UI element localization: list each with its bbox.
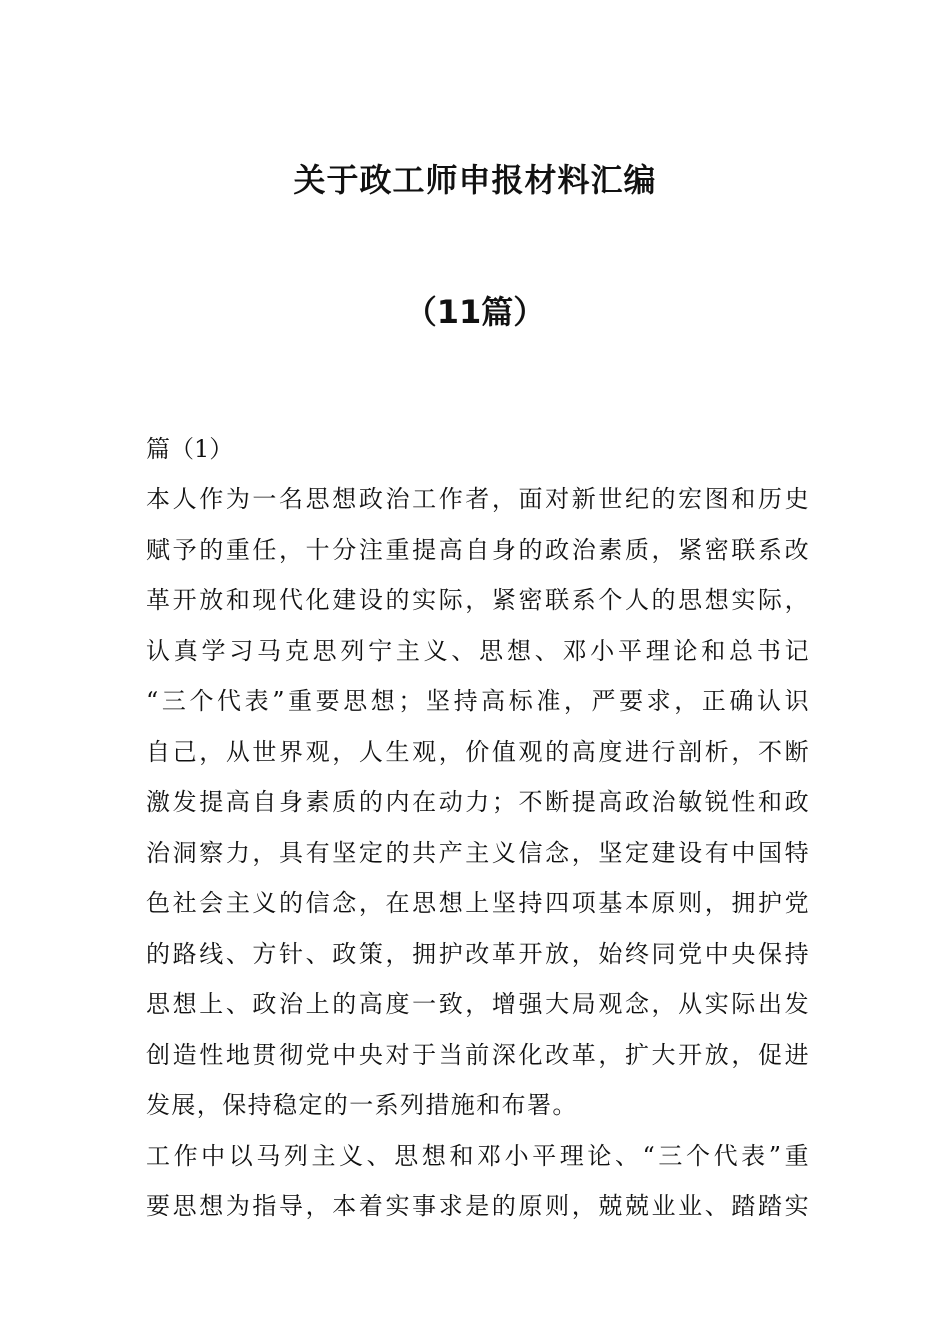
paragraph-line: 本人作为一名思想政治工作者，面对新世纪的宏图和历史 (146, 485, 810, 513)
paragraph-line: 赋予的重任，十分注重提高自身的政治素质，紧密联系改 (146, 535, 810, 564)
paragraph-line: 要思想为指导，本着实事求是的原则，兢兢业业、踏踏实 (146, 1192, 810, 1220)
paragraph-line: 自己，从世界观，人生观，价值观的高度进行剖析，不断 (146, 737, 810, 766)
paragraph-line: 认真学习马克思列宁主义、思想、邓小平理论和总书记 (146, 636, 810, 665)
paragraph-line: 治洞察力，具有坚定的共产主义信念，坚定建设有中国特 (146, 838, 810, 867)
paragraph-line: 发展，保持稳定的一系列措施和布署。 (146, 1091, 578, 1119)
paragraph-line: 革开放和现代化建设的实际，紧密联系个人的思想实际， (146, 586, 810, 614)
paragraph-line: 思想上、政治上的高度一致，增强大局观念，从实际出发 (146, 990, 810, 1018)
paragraph-line: 色社会主义的信念，在思想上坚持四项基本原则，拥护党 (146, 889, 810, 917)
paragraph-line: 激发提高自身素质的内在动力；不断提高政治敏锐性和政 (146, 788, 810, 816)
document-body (146, 424, 810, 1232)
paragraph-2 (146, 1131, 810, 1232)
document-title: 关于政工师申报材料汇编 (293, 161, 657, 199)
document-subtitle: （11篇） (404, 293, 546, 331)
paragraph-line: 的路线、方针、政策，拥护改革开放，始终同党中央保持 (146, 939, 810, 968)
paragraph-line: 创造性地贯彻党中央对于当前深化改革，扩大开放，促进 (146, 1040, 810, 1069)
section-label: 篇（1） (146, 435, 234, 463)
paragraph-line: 工作中以马列主义、思想和邓小平理论、“三个代表”重 (146, 1141, 810, 1170)
paragraph-1 (146, 474, 810, 1131)
paragraph-line: “三个代表”重要思想；坚持高标准，严要求，正确认识 (146, 687, 810, 715)
